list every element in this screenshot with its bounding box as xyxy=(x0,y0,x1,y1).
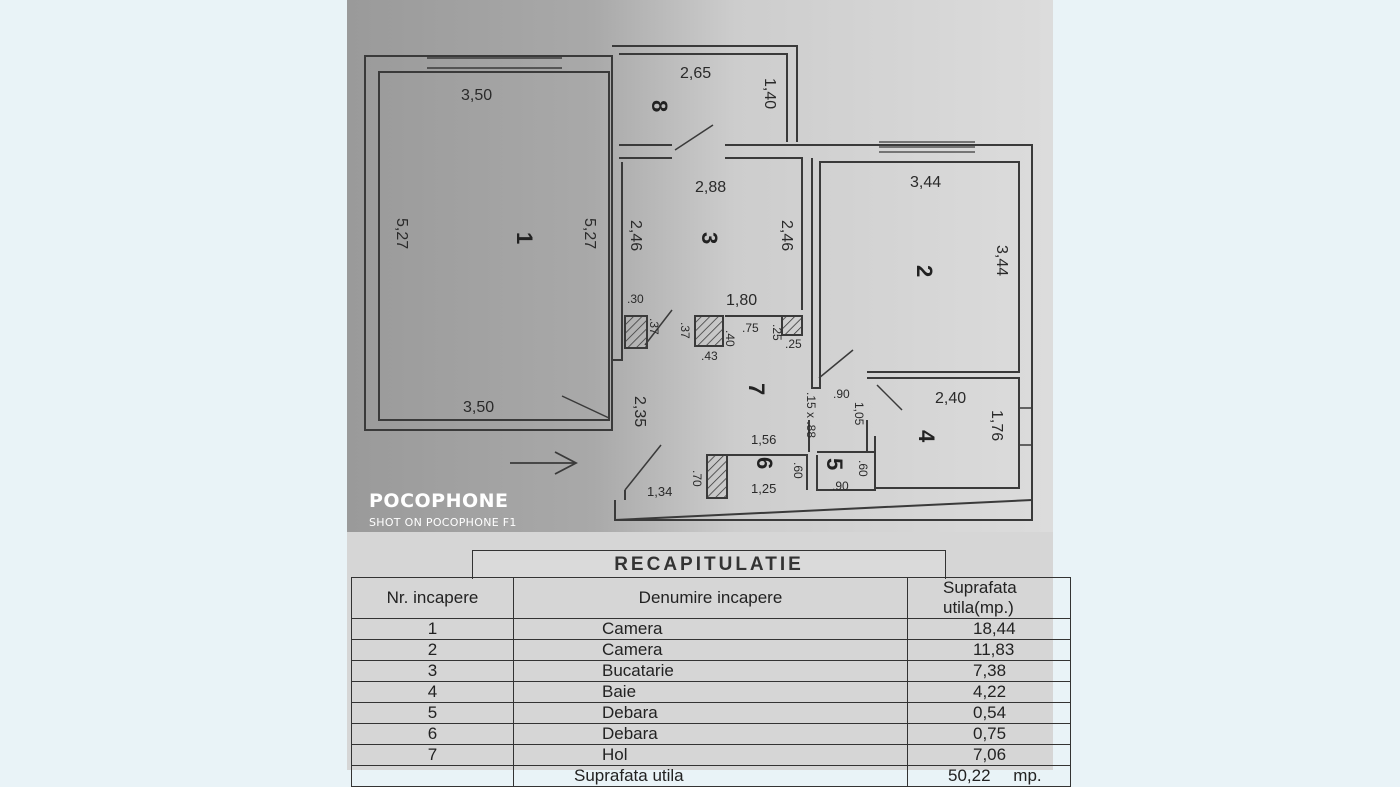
row-nr: 4 xyxy=(352,682,514,703)
header-nr: Nr. incapere xyxy=(352,578,514,619)
room-number-1: 1 xyxy=(512,232,537,245)
dim-r2-top: 3,44 xyxy=(910,174,942,191)
row-area: 7,06 xyxy=(908,745,1071,766)
row-nr: 6 xyxy=(352,724,514,745)
dim-30: .30 xyxy=(627,292,644,306)
total-unit: mp. xyxy=(1013,766,1042,785)
table-row xyxy=(352,682,1071,703)
recap-section xyxy=(347,532,1053,785)
total-value: 50,22 xyxy=(948,766,991,785)
dim-90a: .90 xyxy=(833,387,850,401)
dim-40: .40 xyxy=(723,330,737,347)
dim-75: .75 xyxy=(742,321,759,335)
table-row xyxy=(352,619,1071,640)
floor-plan-photo xyxy=(347,0,1053,785)
row-name: Debara xyxy=(514,724,908,745)
recap-header-row xyxy=(352,578,1071,619)
dim-70: .70 xyxy=(690,470,704,487)
row-name: Bucatarie xyxy=(514,661,908,682)
row-name: Baie xyxy=(514,682,908,703)
dim-37b: .37 xyxy=(678,322,692,339)
recap-table xyxy=(351,577,1071,787)
dim-r3-right: 2,46 xyxy=(778,220,795,252)
table-row xyxy=(352,724,1071,745)
dim-37a: .37 xyxy=(647,318,661,335)
dim-90b: .90 xyxy=(832,479,849,493)
room-number-2: 2 xyxy=(912,265,937,278)
header-area: Suprafata utila(mp.) xyxy=(908,578,1071,619)
dim-r8-height: 1,40 xyxy=(761,78,778,110)
dim-60b: .60 xyxy=(856,460,870,477)
row-area: 7,38 xyxy=(908,661,1071,682)
row-nr: 1 xyxy=(352,619,514,640)
row-nr: 3 xyxy=(352,661,514,682)
table-row xyxy=(352,745,1071,766)
dim-r4-right: 1,76 xyxy=(988,410,1005,442)
row-area: 4,22 xyxy=(908,682,1071,703)
dim-r3-bottom: 1,80 xyxy=(726,292,758,309)
room-number-5: 5 xyxy=(822,458,847,471)
room-number-3: 3 xyxy=(697,232,722,245)
dim-hall-134: 1,34 xyxy=(647,484,673,499)
dim-60a: .60 xyxy=(791,462,805,479)
dim-hall-125: 1,25 xyxy=(751,481,777,496)
dim-r8-width: 2,65 xyxy=(680,65,712,82)
watermark-subtitle: SHOT ON POCOPHONE F1 xyxy=(369,516,517,529)
dim-hall-156: 1,56 xyxy=(751,432,777,447)
row-name: Camera xyxy=(514,619,908,640)
dim-r3-left: 2,46 xyxy=(627,220,644,252)
row-area: 0,54 xyxy=(908,703,1071,724)
watermark-brand: POCOPHONE xyxy=(369,490,509,512)
room-number-8: 8 xyxy=(647,100,672,113)
table-row xyxy=(352,640,1071,661)
row-area: 11,83 xyxy=(908,640,1071,661)
row-name: Camera xyxy=(514,640,908,661)
dim-25a: .25 xyxy=(770,324,784,341)
dim-105: 1,05 xyxy=(852,402,866,426)
dim-r3-top: 2,88 xyxy=(695,179,727,196)
total-row xyxy=(352,766,1071,787)
row-name: Debara xyxy=(514,703,908,724)
dim-r1-right: 5,27 xyxy=(581,218,598,250)
dim-r1-left: 5,27 xyxy=(393,218,410,250)
total-value-cell xyxy=(908,766,1071,787)
dim-hall-235: 2,35 xyxy=(631,396,648,428)
dim-43: .43 xyxy=(701,349,718,363)
dim-15x88: .15 x .88 xyxy=(804,392,818,439)
dim-r1-bottom: 3,50 xyxy=(463,399,495,416)
table-row xyxy=(352,661,1071,682)
dim-r1-top: 3,50 xyxy=(461,87,493,104)
row-area: 18,44 xyxy=(908,619,1071,640)
room-number-7: 7 xyxy=(744,383,769,396)
row-area: 0,75 xyxy=(908,724,1071,745)
table-row xyxy=(352,703,1071,724)
room-number-4: 4 xyxy=(914,430,939,443)
row-nr: 2 xyxy=(352,640,514,661)
row-nr: 7 xyxy=(352,745,514,766)
total-label: Suprafata utila xyxy=(514,766,908,787)
floor-plan xyxy=(347,0,1053,532)
dim-r4-top: 2,40 xyxy=(935,390,967,407)
room-number-6: 6 xyxy=(752,457,777,470)
dim-r2-right: 3,44 xyxy=(993,245,1010,277)
total-empty-cell xyxy=(352,766,514,787)
dim-25b: .25 xyxy=(785,337,802,351)
header-name: Denumire incapere xyxy=(514,578,908,619)
row-nr: 5 xyxy=(352,703,514,724)
recap-title: RECAPITULATIE xyxy=(472,550,946,579)
row-name: Hol xyxy=(514,745,908,766)
